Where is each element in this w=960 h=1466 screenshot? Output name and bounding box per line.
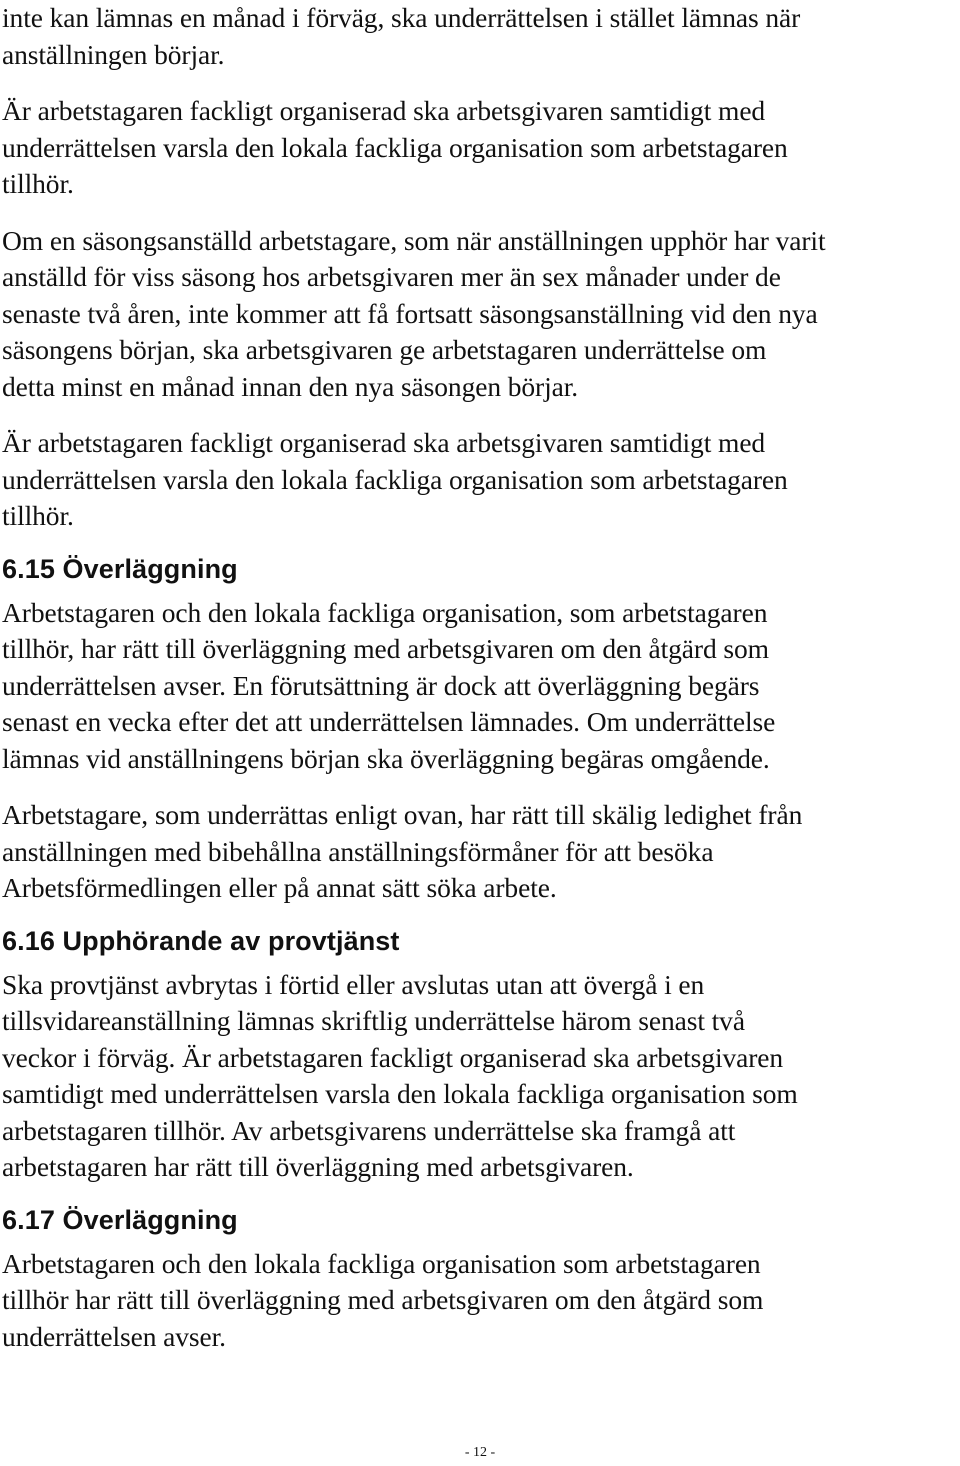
paragraph-seasonal-employee: Om en säsongsanställd arbetstagare, som när anställningen upphör har varit anställd för viss säsong hos arbetsgivaren mer än sex månader under de senaste två åren, inte kommer att få fortsatt säsongsanställning vid den nya säsongens början, ska arbetsgivaren ge arbetstagaren underrättelse om detta minst en månad innan den nya säsongen börjar. bbox=[2, 224, 826, 402]
paragraph-6-15-leave: Arbetstagare, som underrättas enligt ovan, har rätt till skälig ledighet från anställningen med bibehållna anställningsförmåner för att besöka Arbetsförmedlingen eller på annat sätt söka arbete. bbox=[2, 799, 803, 903]
paragraph-union-notice-seasonal: Är arbetstagaren fackligt organiserad ska arbetsgivaren samtidigt med underrättelsen varsla den lokala fackliga organisation som arbetstagaren tillhör. bbox=[2, 427, 788, 531]
section-heading-6-17: 6.17 Överläggning bbox=[2, 1204, 238, 1235]
page-content bbox=[2, 0, 942, 1355]
paragraph-union-notice: Är arbetstagaren fackligt organiserad ska arbetsgivaren samtidigt med underrättelsen varsla den lokala fackliga organisation som arbetstagaren tillhör. bbox=[2, 95, 788, 199]
paragraph-notice-timing: inte kan lämnas en månad i förväg, ska underrättelsen i stället lämnas när anställningen börjar. bbox=[2, 2, 801, 70]
paragraph-6-15-consultation: Arbetstagaren och den lokala fackliga organisation, som arbetstagaren tillhör, har rätt till överläggning med arbetsgivaren om den åtgärd som underrättelsen avser. En förutsättning är dock att överläggning begärs senast en vecka efter det att underrättelsen lämnades. Om underrättelse lämnas vid anställningens början ska överläggning begäras omgående. bbox=[2, 596, 776, 774]
page-number: - 12 - bbox=[464, 1445, 496, 1460]
paragraph-6-17-consultation: Arbetstagaren och den lokala fackliga organisation som arbetstagaren tillhör har rätt till överläggning med arbetsgivaren om den åtgärd som underrättelsen avser. bbox=[2, 1247, 764, 1352]
section-heading-6-16: 6.16 Upphörande av provtjänst bbox=[2, 925, 400, 956]
paragraph-6-16-probation: Ska provtjänst avbrytas i förtid eller avslutas utan att övergå i en tillsvidareanställning lämnas skriftlig underrättelse härom senast två veckor i förväg. Är arbetstagaren fackligt organiserad ska arbetsgivaren samtidigt med underrättelsen varsla den lokala fackliga organisation som arbetstagaren tillhör. Av arbetsgivarens underrättelse ska framgå att arbetstagaren har rätt till överläggning med arbetsgivaren. bbox=[2, 968, 798, 1182]
section-heading-6-15: 6.15 Överläggning bbox=[2, 553, 238, 584]
